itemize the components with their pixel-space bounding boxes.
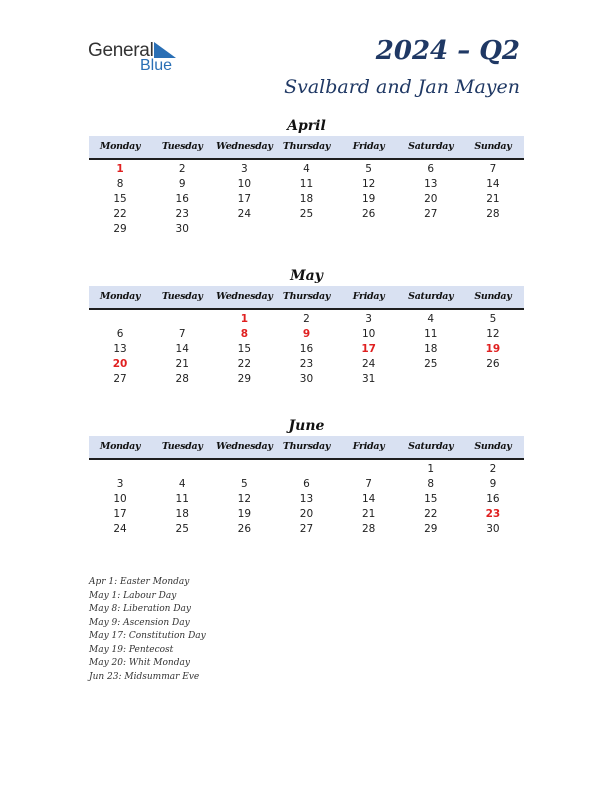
weekday-label: Monday: [99, 141, 141, 152]
day-cell: 2: [178, 163, 186, 175]
weekday-label: Thursday: [282, 291, 331, 302]
day-cell: 24: [113, 523, 127, 535]
weekday-label: Friday: [352, 141, 385, 152]
empty-day-cell: [400, 372, 462, 387]
holiday-note: May 1: Labour Day: [89, 590, 177, 601]
day-cell: 10: [361, 328, 376, 340]
day-cell: 5: [489, 313, 497, 325]
day-cell: 14: [486, 178, 500, 190]
month-title: June: [288, 418, 325, 434]
month-title: May: [290, 268, 323, 284]
weekday-label: Tuesday: [161, 441, 203, 452]
day-cell: 6: [303, 478, 310, 490]
day-cell: 22: [424, 508, 438, 520]
day-cell: 12: [237, 493, 252, 505]
day-cell: 16: [175, 193, 189, 205]
empty-day-cell: [338, 222, 400, 237]
day-cell: 14: [175, 343, 189, 355]
weekday-header: [89, 136, 524, 160]
page-subtitle: Svalbard and Jan Mayen: [284, 76, 520, 98]
holiday-list: [89, 576, 206, 684]
day-cell: 3: [365, 313, 372, 325]
empty-day-cell: [151, 462, 213, 477]
weekday-header: [89, 436, 524, 460]
day-cell: 29: [424, 523, 438, 535]
day-cell: 30: [486, 523, 500, 535]
day-cell: 12: [361, 178, 376, 190]
month-april: [89, 116, 524, 237]
weekday-label: Thursday: [282, 141, 331, 152]
week-row: [89, 222, 524, 237]
empty-day-cell: [213, 222, 275, 237]
day-cell: 11: [424, 328, 438, 340]
day-cell: 28: [486, 208, 500, 220]
day-cell: 20: [112, 358, 128, 370]
day-cell: 26: [237, 523, 252, 535]
day-cell: 27: [299, 523, 314, 535]
empty-day-cell: [338, 462, 400, 477]
day-cell: 18: [299, 193, 314, 205]
empty-day-cell: [400, 222, 462, 237]
day-cell: 13: [113, 343, 127, 355]
day-cell: 21: [486, 193, 500, 205]
day-cell: 20: [424, 193, 438, 205]
day-cell: 21: [175, 358, 189, 370]
day-cell: 18: [175, 508, 189, 520]
month-grid: [89, 312, 524, 387]
empty-day-cell: [213, 462, 275, 477]
day-cell: 3: [116, 478, 124, 490]
day-cell: 11: [175, 493, 189, 505]
weekday-label: Friday: [352, 291, 385, 302]
logo-word-blue: Blue: [140, 57, 173, 74]
day-cell: 29: [113, 223, 127, 235]
day-cell: 16: [486, 493, 500, 505]
empty-day-cell: [89, 462, 151, 477]
weekday-label: Wednesday: [216, 441, 273, 452]
day-cell: 25: [424, 358, 438, 370]
month-may: [89, 266, 524, 387]
day-cell: 22: [113, 208, 127, 220]
day-cell: 5: [365, 163, 372, 175]
day-cell: 23: [485, 508, 501, 520]
day-cell: 15: [237, 343, 252, 355]
day-cell: 31: [361, 373, 376, 385]
day-cell: 8: [240, 328, 248, 340]
day-cell: 1: [427, 463, 435, 475]
day-cell: 25: [175, 523, 189, 535]
weekday-label: Monday: [99, 291, 141, 302]
day-cell: 4: [303, 163, 310, 175]
weekday-label: Sunday: [474, 441, 512, 452]
day-cell: 17: [113, 508, 127, 520]
month-june: [89, 416, 524, 537]
day-cell: 9: [489, 478, 497, 490]
holiday-note: May 19: Pentecost: [89, 644, 174, 655]
day-cell: 8: [427, 478, 435, 490]
day-cell: 8: [116, 178, 124, 190]
day-cell: 12: [486, 328, 500, 340]
day-cell: 10: [237, 178, 252, 190]
day-cell: 5: [241, 478, 248, 490]
week-row: [89, 192, 524, 207]
weekday-label: Saturday: [408, 141, 454, 152]
day-cell: 6: [427, 163, 435, 175]
day-cell: 27: [113, 373, 127, 385]
day-cell: 14: [361, 493, 376, 505]
week-row: [89, 327, 524, 342]
weekday-label: Saturday: [408, 291, 454, 302]
weekday-label: Tuesday: [161, 291, 203, 302]
week-row: [89, 162, 524, 177]
day-cell: 10: [113, 493, 127, 505]
day-cell: 4: [427, 313, 435, 325]
day-cell: 30: [299, 373, 314, 385]
day-cell: 19: [485, 343, 501, 355]
day-cell: 2: [489, 463, 497, 475]
day-cell: 3: [241, 163, 248, 175]
day-cell: 24: [237, 208, 252, 220]
month-grid: [89, 162, 524, 237]
logo-triangle-icon: [154, 42, 176, 58]
empty-day-cell: [275, 462, 337, 477]
day-cell: 1: [116, 163, 124, 175]
day-cell: 7: [178, 328, 186, 340]
day-cell: 19: [237, 508, 252, 520]
empty-day-cell: [462, 372, 524, 387]
month-grid: [89, 462, 524, 537]
day-cell: 16: [299, 343, 314, 355]
weekday-header: [89, 286, 524, 310]
day-cell: 18: [424, 343, 438, 355]
day-cell: 22: [237, 358, 252, 370]
day-cell: 19: [361, 193, 376, 205]
empty-day-cell: [89, 312, 151, 327]
page-title: 2024 – Q2: [375, 36, 520, 66]
weekday-label: Sunday: [474, 291, 512, 302]
day-cell: 17: [237, 193, 252, 205]
day-cell: 11: [299, 178, 314, 190]
week-row: [89, 477, 524, 492]
week-row: [89, 177, 524, 192]
week-row: [89, 462, 524, 477]
logo-word-general: General: [88, 40, 154, 61]
day-cell: 24: [361, 358, 376, 370]
day-cell: 17: [361, 343, 376, 355]
empty-day-cell: [151, 312, 213, 327]
empty-day-cell: [462, 222, 524, 237]
weekday-label: Wednesday: [216, 141, 273, 152]
day-cell: 1: [240, 313, 248, 325]
weekday-label: Saturday: [408, 441, 454, 452]
day-cell: 4: [178, 478, 186, 490]
holiday-note: Apr 1: Easter Monday: [89, 577, 190, 587]
day-cell: 7: [489, 163, 497, 175]
weekday-label: Friday: [352, 441, 385, 452]
day-cell: 23: [299, 358, 314, 370]
week-row: [89, 312, 524, 327]
empty-day-cell: [275, 222, 337, 237]
day-cell: 25: [299, 208, 314, 220]
day-cell: 30: [175, 223, 189, 235]
weekday-label: Monday: [99, 441, 141, 452]
weekday-label: Thursday: [282, 441, 331, 452]
day-cell: 9: [302, 328, 311, 340]
week-row: [89, 207, 524, 222]
week-row: [89, 492, 524, 507]
day-cell: 23: [175, 208, 189, 220]
day-cell: 20: [299, 508, 314, 520]
day-cell: 6: [116, 328, 124, 340]
month-title: April: [287, 118, 326, 134]
week-row: [89, 357, 524, 372]
day-cell: 15: [113, 193, 127, 205]
holiday-note: May 20: Whit Monday: [89, 658, 190, 668]
holiday-note: May 9: Ascension Day: [89, 617, 190, 628]
week-row: [89, 522, 524, 537]
week-row: [89, 342, 524, 357]
week-row: [89, 372, 524, 387]
day-cell: 29: [237, 373, 252, 385]
day-cell: 26: [361, 208, 376, 220]
day-cell: 28: [175, 373, 189, 385]
day-cell: 9: [178, 178, 186, 190]
day-cell: 13: [424, 178, 438, 190]
logo: [88, 40, 188, 76]
day-cell: 26: [486, 358, 500, 370]
weekday-label: Wednesday: [216, 291, 273, 302]
week-row: [89, 507, 524, 522]
holiday-note: May 8: Liberation Day: [89, 604, 191, 614]
weekday-label: Sunday: [474, 141, 512, 152]
day-cell: 7: [365, 478, 372, 490]
holiday-note: May 17: Constitution Day: [89, 631, 206, 641]
day-cell: 27: [424, 208, 438, 220]
holiday-note: Jun 23: Midsummar Eve: [89, 671, 200, 682]
weekday-label: Tuesday: [161, 141, 203, 152]
day-cell: 13: [299, 493, 314, 505]
day-cell: 21: [361, 508, 376, 520]
day-cell: 2: [303, 313, 310, 325]
day-cell: 28: [361, 523, 376, 535]
day-cell: 15: [424, 493, 438, 505]
